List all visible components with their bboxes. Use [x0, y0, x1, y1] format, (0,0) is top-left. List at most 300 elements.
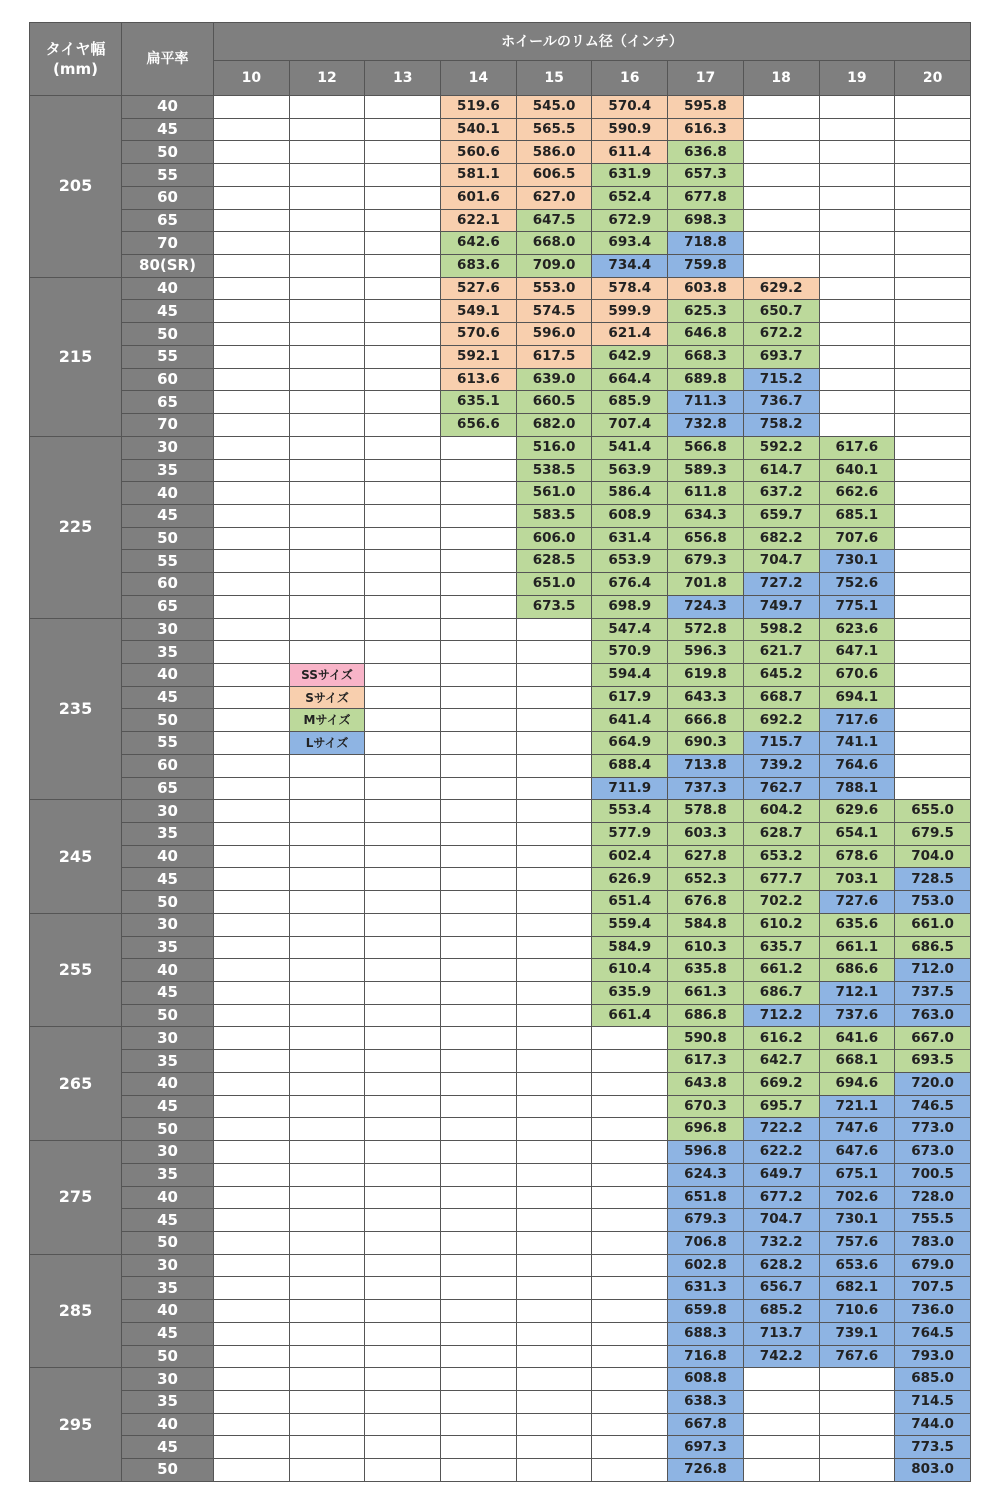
aspect-ratio-cell: 50 — [122, 1004, 214, 1027]
empty-cell — [289, 1300, 365, 1323]
rim-size-header-20: 20 — [895, 61, 971, 96]
aspect-ratio-cell: 40 — [122, 1300, 214, 1323]
empty-cell — [365, 164, 441, 187]
outer-diameter-cell: 720.0 — [895, 1072, 971, 1095]
aspect-ratio-cell: 30 — [122, 1027, 214, 1050]
outer-diameter-cell: 656.7 — [743, 1277, 819, 1300]
table-row — [30, 323, 971, 346]
aspect-ratio-cell: 50 — [122, 141, 214, 164]
empty-cell — [516, 618, 592, 641]
empty-cell — [441, 709, 517, 732]
empty-cell — [516, 913, 592, 936]
outer-diameter-cell: 702.6 — [819, 1186, 895, 1209]
outer-diameter-cell: 717.6 — [819, 709, 895, 732]
empty-cell — [214, 209, 290, 232]
empty-cell — [289, 414, 365, 437]
table-row — [30, 573, 971, 596]
empty-cell — [365, 1413, 441, 1436]
empty-cell — [289, 1254, 365, 1277]
empty-cell — [441, 732, 517, 755]
outer-diameter-cell: 710.6 — [819, 1300, 895, 1323]
outer-diameter-cell: 610.3 — [668, 936, 744, 959]
empty-cell — [516, 1231, 592, 1254]
empty-cell — [365, 982, 441, 1005]
aspect-ratio-cell: 50 — [122, 1459, 214, 1482]
empty-cell — [441, 891, 517, 914]
table-row — [30, 527, 971, 550]
empty-cell — [214, 323, 290, 346]
outer-diameter-cell: 744.0 — [895, 1413, 971, 1436]
empty-cell — [895, 732, 971, 755]
empty-cell — [895, 209, 971, 232]
empty-cell — [289, 141, 365, 164]
outer-diameter-cell: 716.8 — [668, 1345, 744, 1368]
table-row — [30, 504, 971, 527]
empty-cell — [516, 641, 592, 664]
outer-diameter-cell: 540.1 — [441, 118, 517, 141]
outer-diameter-cell: 655.0 — [895, 800, 971, 823]
outer-diameter-cell: 586.0 — [516, 141, 592, 164]
aspect-ratio-cell: 40 — [122, 663, 214, 686]
empty-cell — [592, 1209, 668, 1232]
aspect-ratio-cell: 65 — [122, 209, 214, 232]
table-row — [30, 1027, 971, 1050]
outer-diameter-cell: 753.0 — [895, 891, 971, 914]
empty-cell — [289, 641, 365, 664]
empty-cell — [441, 482, 517, 505]
empty-cell — [895, 300, 971, 323]
empty-cell — [214, 868, 290, 891]
empty-cell — [819, 391, 895, 414]
outer-diameter-cell: 666.8 — [668, 709, 744, 732]
empty-cell — [516, 891, 592, 914]
outer-diameter-cell: 685.0 — [895, 1368, 971, 1391]
table-row — [30, 777, 971, 800]
table-row — [30, 164, 971, 187]
empty-cell — [365, 777, 441, 800]
outer-diameter-cell: 596.3 — [668, 641, 744, 664]
empty-cell — [819, 255, 895, 278]
outer-diameter-cell: 649.7 — [743, 1163, 819, 1186]
outer-diameter-cell: 715.2 — [743, 368, 819, 391]
empty-cell — [214, 618, 290, 641]
empty-cell — [365, 1368, 441, 1391]
empty-cell — [214, 345, 290, 368]
outer-diameter-cell: 611.4 — [592, 141, 668, 164]
outer-diameter-cell: 617.5 — [516, 345, 592, 368]
outer-diameter-cell: 659.8 — [668, 1300, 744, 1323]
empty-cell — [819, 1459, 895, 1482]
empty-cell — [289, 1231, 365, 1254]
table-row — [30, 1004, 971, 1027]
empty-cell — [214, 982, 290, 1005]
tire-width-245: 245 — [30, 800, 122, 914]
aspect-ratio-cell: 40 — [122, 96, 214, 119]
empty-cell — [214, 845, 290, 868]
outer-diameter-cell: 622.2 — [743, 1141, 819, 1164]
aspect-ratio-cell: 40 — [122, 1186, 214, 1209]
outer-diameter-cell: 682.2 — [743, 527, 819, 550]
empty-cell — [819, 186, 895, 209]
empty-cell — [214, 527, 290, 550]
empty-cell — [365, 663, 441, 686]
outer-diameter-cell: 721.1 — [819, 1095, 895, 1118]
outer-diameter-cell: 714.5 — [895, 1390, 971, 1413]
empty-cell — [214, 1072, 290, 1095]
outer-diameter-cell: 667.8 — [668, 1413, 744, 1436]
empty-cell — [214, 1186, 290, 1209]
empty-cell — [895, 414, 971, 437]
empty-cell — [895, 232, 971, 255]
table-row — [30, 1413, 971, 1436]
empty-cell — [743, 1368, 819, 1391]
rim-diameter-header: ホイールのリム径（インチ） — [214, 23, 971, 61]
empty-cell — [441, 1345, 517, 1368]
outer-diameter-cell: 672.9 — [592, 209, 668, 232]
outer-diameter-cell: 749.7 — [743, 595, 819, 618]
table-row — [30, 1163, 971, 1186]
empty-cell — [895, 186, 971, 209]
outer-diameter-cell: 739.1 — [819, 1322, 895, 1345]
empty-cell — [441, 1095, 517, 1118]
outer-diameter-cell: 732.2 — [743, 1231, 819, 1254]
outer-diameter-cell: 639.0 — [516, 368, 592, 391]
empty-cell — [441, 573, 517, 596]
outer-diameter-cell: 570.9 — [592, 641, 668, 664]
empty-cell — [592, 1345, 668, 1368]
empty-cell — [289, 1209, 365, 1232]
empty-cell — [441, 686, 517, 709]
empty-cell — [516, 686, 592, 709]
aspect-ratio-cell: 45 — [122, 1436, 214, 1459]
empty-cell — [214, 1345, 290, 1368]
empty-cell — [895, 459, 971, 482]
empty-cell — [819, 1368, 895, 1391]
rim-size-header-17: 17 — [668, 61, 744, 96]
empty-cell — [592, 1413, 668, 1436]
empty-cell — [365, 391, 441, 414]
legend-ss-size: SSサイズ — [289, 663, 365, 686]
empty-cell — [214, 1050, 290, 1073]
outer-diameter-cell: 617.9 — [592, 686, 668, 709]
empty-cell — [289, 482, 365, 505]
empty-cell — [819, 300, 895, 323]
aspect-ratio-cell: 35 — [122, 823, 214, 846]
empty-cell — [365, 1390, 441, 1413]
empty-cell — [895, 96, 971, 119]
empty-cell — [516, 1254, 592, 1277]
empty-cell — [365, 1345, 441, 1368]
empty-cell — [214, 300, 290, 323]
empty-cell — [516, 1459, 592, 1482]
empty-cell — [289, 209, 365, 232]
outer-diameter-cell: 737.5 — [895, 982, 971, 1005]
table-row — [30, 686, 971, 709]
empty-cell — [289, 959, 365, 982]
outer-diameter-cell: 596.8 — [668, 1141, 744, 1164]
outer-diameter-cell: 727.2 — [743, 573, 819, 596]
outer-diameter-cell: 694.1 — [819, 686, 895, 709]
outer-diameter-cell: 707.5 — [895, 1277, 971, 1300]
empty-cell — [214, 414, 290, 437]
empty-cell — [214, 1004, 290, 1027]
outer-diameter-cell: 698.3 — [668, 209, 744, 232]
outer-diameter-cell: 700.5 — [895, 1163, 971, 1186]
table-row — [30, 595, 971, 618]
aspect-ratio-cell: 50 — [122, 709, 214, 732]
empty-cell — [516, 709, 592, 732]
empty-cell — [516, 823, 592, 846]
table-row — [30, 709, 971, 732]
outer-diameter-cell: 788.1 — [819, 777, 895, 800]
empty-cell — [592, 1118, 668, 1141]
empty-cell — [365, 686, 441, 709]
outer-diameter-cell: 643.8 — [668, 1072, 744, 1095]
outer-diameter-cell: 635.7 — [743, 936, 819, 959]
table-row — [30, 300, 971, 323]
outer-diameter-cell: 519.6 — [441, 96, 517, 119]
outer-diameter-cell: 682.1 — [819, 1277, 895, 1300]
empty-cell — [365, 1459, 441, 1482]
table-row — [30, 1459, 971, 1482]
empty-cell — [289, 1368, 365, 1391]
outer-diameter-cell: 647.1 — [819, 641, 895, 664]
table-row — [30, 1436, 971, 1459]
empty-cell — [365, 936, 441, 959]
empty-cell — [743, 1459, 819, 1482]
empty-cell — [516, 1004, 592, 1027]
aspect-ratio-cell: 35 — [122, 936, 214, 959]
outer-diameter-cell: 697.3 — [668, 1436, 744, 1459]
empty-cell — [516, 663, 592, 686]
outer-diameter-cell: 773.0 — [895, 1118, 971, 1141]
empty-cell — [592, 1300, 668, 1323]
table-row — [30, 1186, 971, 1209]
empty-cell — [214, 1209, 290, 1232]
empty-cell — [214, 1300, 290, 1323]
empty-cell — [516, 936, 592, 959]
outer-diameter-cell: 675.1 — [819, 1163, 895, 1186]
empty-cell — [516, 1345, 592, 1368]
aspect-ratio-cell: 30 — [122, 800, 214, 823]
empty-cell — [214, 164, 290, 187]
outer-diameter-cell: 728.0 — [895, 1186, 971, 1209]
empty-cell — [214, 232, 290, 255]
empty-cell — [441, 1050, 517, 1073]
outer-diameter-cell: 686.5 — [895, 936, 971, 959]
empty-cell — [895, 141, 971, 164]
aspect-ratio-cell: 70 — [122, 232, 214, 255]
empty-cell — [895, 482, 971, 505]
outer-diameter-cell: 647.5 — [516, 209, 592, 232]
empty-cell — [743, 141, 819, 164]
empty-cell — [895, 641, 971, 664]
empty-cell — [819, 1390, 895, 1413]
empty-cell — [592, 1050, 668, 1073]
outer-diameter-cell: 653.2 — [743, 845, 819, 868]
outer-diameter-cell: 594.4 — [592, 663, 668, 686]
empty-cell — [743, 209, 819, 232]
empty-cell — [819, 96, 895, 119]
empty-cell — [516, 1118, 592, 1141]
outer-diameter-cell: 527.6 — [441, 277, 517, 300]
outer-diameter-cell: 712.2 — [743, 1004, 819, 1027]
outer-diameter-cell: 656.6 — [441, 414, 517, 437]
empty-cell — [441, 1322, 517, 1345]
tire-width-215: 215 — [30, 277, 122, 436]
outer-diameter-cell: 709.0 — [516, 255, 592, 278]
empty-cell — [365, 1209, 441, 1232]
outer-diameter-cell: 662.6 — [819, 482, 895, 505]
empty-cell — [289, 391, 365, 414]
empty-cell — [214, 595, 290, 618]
table-row — [30, 936, 971, 959]
outer-diameter-cell: 653.6 — [819, 1254, 895, 1277]
empty-cell — [441, 868, 517, 891]
empty-cell — [819, 164, 895, 187]
outer-diameter-cell: 726.8 — [668, 1459, 744, 1482]
outer-diameter-cell: 704.7 — [743, 550, 819, 573]
outer-diameter-cell: 598.2 — [743, 618, 819, 641]
empty-cell — [365, 345, 441, 368]
outer-diameter-cell: 669.2 — [743, 1072, 819, 1095]
table-row — [30, 845, 971, 868]
outer-diameter-cell: 614.7 — [743, 459, 819, 482]
empty-cell — [516, 1072, 592, 1095]
empty-cell — [214, 391, 290, 414]
empty-cell — [365, 459, 441, 482]
outer-diameter-cell: 661.3 — [668, 982, 744, 1005]
outer-diameter-cell: 730.1 — [819, 1209, 895, 1232]
empty-cell — [365, 255, 441, 278]
empty-cell — [214, 732, 290, 755]
outer-diameter-cell: 763.0 — [895, 1004, 971, 1027]
empty-cell — [365, 1004, 441, 1027]
empty-cell — [441, 936, 517, 959]
empty-cell — [592, 1163, 668, 1186]
empty-cell — [289, 1072, 365, 1095]
outer-diameter-cell: 613.6 — [441, 368, 517, 391]
tire-width-265: 265 — [30, 1027, 122, 1141]
outer-diameter-cell: 686.7 — [743, 982, 819, 1005]
table-row — [30, 754, 971, 777]
empty-cell — [289, 232, 365, 255]
outer-diameter-cell: 599.9 — [592, 300, 668, 323]
empty-cell — [365, 754, 441, 777]
empty-cell — [592, 1072, 668, 1095]
outer-diameter-cell: 742.2 — [743, 1345, 819, 1368]
rim-size-header-13: 13 — [365, 61, 441, 96]
outer-diameter-cell: 635.6 — [819, 913, 895, 936]
empty-cell — [365, 1050, 441, 1073]
empty-cell — [441, 1163, 517, 1186]
outer-diameter-cell: 621.7 — [743, 641, 819, 664]
outer-diameter-cell: 704.7 — [743, 1209, 819, 1232]
aspect-ratio-cell: 55 — [122, 550, 214, 573]
tire-width-255: 255 — [30, 913, 122, 1027]
outer-diameter-cell: 711.9 — [592, 777, 668, 800]
aspect-ratio-cell: 55 — [122, 345, 214, 368]
outer-diameter-cell: 549.1 — [441, 300, 517, 323]
empty-cell — [214, 913, 290, 936]
aspect-ratio-cell: 40 — [122, 482, 214, 505]
empty-cell — [516, 868, 592, 891]
outer-diameter-cell: 541.4 — [592, 436, 668, 459]
empty-cell — [365, 368, 441, 391]
table-row — [30, 459, 971, 482]
empty-cell — [895, 504, 971, 527]
outer-diameter-cell: 689.8 — [668, 368, 744, 391]
empty-cell — [365, 1141, 441, 1164]
outer-diameter-cell: 578.8 — [668, 800, 744, 823]
table-row — [30, 1390, 971, 1413]
aspect-ratio-cell: 30 — [122, 1368, 214, 1391]
empty-cell — [289, 800, 365, 823]
aspect-ratio-cell: 30 — [122, 436, 214, 459]
aspect-ratio-cell: 70 — [122, 414, 214, 437]
outer-diameter-cell: 752.6 — [819, 573, 895, 596]
outer-diameter-cell: 647.6 — [819, 1141, 895, 1164]
outer-diameter-cell: 631.9 — [592, 164, 668, 187]
aspect-ratio-cell: 65 — [122, 391, 214, 414]
empty-cell — [289, 118, 365, 141]
outer-diameter-cell: 606.5 — [516, 164, 592, 187]
empty-cell — [516, 1436, 592, 1459]
empty-cell — [592, 1141, 668, 1164]
empty-cell — [895, 368, 971, 391]
empty-cell — [516, 1368, 592, 1391]
empty-cell — [592, 1027, 668, 1050]
outer-diameter-cell: 728.5 — [895, 868, 971, 891]
outer-diameter-cell: 584.9 — [592, 936, 668, 959]
outer-diameter-cell: 783.0 — [895, 1231, 971, 1254]
outer-diameter-cell: 577.9 — [592, 823, 668, 846]
outer-diameter-cell: 617.6 — [819, 436, 895, 459]
empty-cell — [516, 1027, 592, 1050]
outer-diameter-cell: 602.4 — [592, 845, 668, 868]
table-row — [30, 232, 971, 255]
empty-cell — [289, 186, 365, 209]
table-row — [30, 1368, 971, 1391]
outer-diameter-cell: 652.3 — [668, 868, 744, 891]
tire-width-285: 285 — [30, 1254, 122, 1368]
outer-diameter-cell: 677.2 — [743, 1186, 819, 1209]
outer-diameter-cell: 734.4 — [592, 255, 668, 278]
empty-cell — [441, 1413, 517, 1436]
empty-cell — [441, 618, 517, 641]
empty-cell — [365, 913, 441, 936]
outer-diameter-cell: 694.6 — [819, 1072, 895, 1095]
empty-cell — [214, 800, 290, 823]
empty-cell — [592, 1368, 668, 1391]
empty-cell — [441, 913, 517, 936]
empty-cell — [214, 550, 290, 573]
outer-diameter-cell: 715.7 — [743, 732, 819, 755]
aspect-ratio-cell: 45 — [122, 1095, 214, 1118]
empty-cell — [214, 1163, 290, 1186]
outer-diameter-cell: 574.5 — [516, 300, 592, 323]
outer-diameter-cell: 695.7 — [743, 1095, 819, 1118]
empty-cell — [289, 255, 365, 278]
outer-diameter-cell: 627.8 — [668, 845, 744, 868]
empty-cell — [743, 232, 819, 255]
outer-diameter-cell: 642.9 — [592, 345, 668, 368]
aspect-ratio-cell: 55 — [122, 164, 214, 187]
empty-cell — [365, 232, 441, 255]
empty-cell — [365, 482, 441, 505]
empty-cell — [441, 1186, 517, 1209]
rim-size-header-10: 10 — [214, 61, 290, 96]
